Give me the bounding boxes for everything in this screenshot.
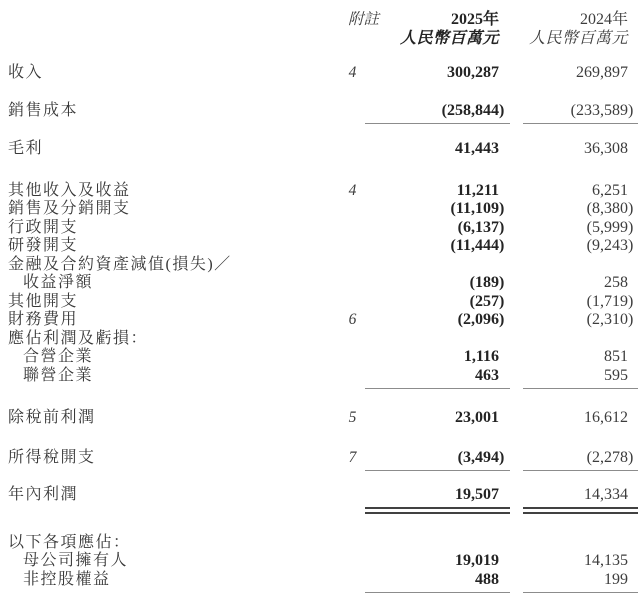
value-2025: (3,494) bbox=[365, 449, 510, 472]
value-2025: (11,109) bbox=[450, 200, 505, 217]
row-label: 其他開支 bbox=[8, 292, 79, 310]
value-2024: 36,308 bbox=[584, 140, 628, 157]
value-2024: 14,135 bbox=[584, 552, 628, 569]
row-note: 4 bbox=[348, 64, 357, 81]
value-2024: (9,243) bbox=[586, 237, 634, 254]
value-2024: (8,380) bbox=[586, 200, 634, 217]
table-row-non-controlling-interests bbox=[8, 571, 638, 594]
value-2025: (11,444) bbox=[450, 237, 505, 254]
table-row-selling-expenses bbox=[8, 200, 638, 219]
header-2024-unit: 人民幣百萬元 bbox=[528, 30, 628, 47]
value-2025: (2,096) bbox=[457, 311, 505, 328]
value-2024: (2,310) bbox=[586, 311, 634, 328]
table-header bbox=[8, 10, 638, 48]
row-label: 除稅前利潤 bbox=[8, 409, 96, 426]
header-2025 bbox=[365, 10, 510, 48]
value-2025: 488 bbox=[365, 571, 510, 594]
row-label: 聯營企業 bbox=[23, 366, 94, 384]
row-label: 應佔利潤及虧損： bbox=[8, 329, 149, 347]
row-label: 毛利 bbox=[8, 140, 44, 157]
row-label: 年內利潤 bbox=[8, 486, 79, 503]
table-row-impairment-net bbox=[8, 274, 638, 293]
value-2025: 41,443 bbox=[455, 140, 499, 157]
value-2024: 14,334 bbox=[523, 486, 638, 514]
value-2025: (6,137) bbox=[457, 218, 505, 236]
value-2024: 199 bbox=[523, 571, 638, 594]
table-row-associates bbox=[8, 367, 638, 390]
row-label: 銷售及分銷開支 bbox=[8, 200, 131, 217]
row-label: 其他收入及收益 bbox=[8, 181, 131, 199]
table-row-revenue bbox=[8, 64, 638, 83]
value-2025: (258,844) bbox=[365, 102, 510, 125]
row-label: 母公司擁有人 bbox=[23, 552, 129, 569]
value-2025: 300,287 bbox=[447, 64, 499, 81]
row-label: 所得稅開支 bbox=[8, 448, 96, 466]
table-row-profit-for-year bbox=[8, 486, 638, 514]
value-2025: (257) bbox=[469, 292, 505, 310]
row-note: 6 bbox=[348, 311, 357, 328]
row-note: 4 bbox=[348, 181, 357, 199]
value-2024: 6,251 bbox=[592, 181, 628, 199]
value-2025: 19,507 bbox=[365, 486, 510, 514]
value-2025: 463 bbox=[365, 367, 510, 390]
value-2024: 16,612 bbox=[584, 409, 628, 426]
value-2024: 258 bbox=[604, 274, 628, 291]
table-row-parent-owners bbox=[8, 552, 638, 571]
row-label: 銷售成本 bbox=[8, 101, 79, 119]
value-2024: (233,589) bbox=[523, 102, 638, 125]
table-row-attributable-caption bbox=[8, 534, 638, 553]
value-2025: (189) bbox=[469, 274, 505, 291]
value-2024: 851 bbox=[604, 348, 628, 365]
table-row-income-tax bbox=[8, 449, 638, 472]
table-row-joint-ventures bbox=[8, 348, 638, 367]
row-label: 非控股權益 bbox=[23, 570, 111, 588]
value-2024: (1,719) bbox=[586, 292, 634, 310]
header-note: 附註 bbox=[348, 11, 380, 28]
table-row-impairment-caption bbox=[8, 256, 638, 275]
value-2025: 23,001 bbox=[455, 409, 499, 426]
row-label: 行政開支 bbox=[8, 218, 79, 236]
value-2024: (2,278) bbox=[523, 449, 638, 472]
table-row-finance-costs bbox=[8, 311, 638, 330]
row-note: 5 bbox=[348, 409, 357, 426]
value-2024: 595 bbox=[523, 367, 638, 390]
table-row-admin-expenses bbox=[8, 219, 638, 238]
table-row-rd-expenses bbox=[8, 237, 638, 256]
value-2025: 11,211 bbox=[456, 181, 499, 199]
value-2025: 1,116 bbox=[463, 348, 499, 365]
table-row-share-of-profit-caption bbox=[8, 330, 638, 349]
row-label: 金融及合約資產減值(損失)／ bbox=[8, 255, 232, 273]
header-2024-year: 2024年 bbox=[579, 11, 628, 28]
table-row-profit-before-tax bbox=[8, 409, 638, 428]
value-2024: 269,897 bbox=[576, 64, 628, 81]
header-2025-year: 2025年 bbox=[450, 11, 499, 28]
table-row-cost-of-sales bbox=[8, 102, 638, 125]
row-label: 財務費用 bbox=[8, 311, 79, 328]
row-label: 研發開支 bbox=[8, 237, 79, 254]
row-label: 以下各項應佔： bbox=[8, 533, 131, 551]
header-2025-unit: 人民幣百萬元 bbox=[399, 30, 499, 47]
row-label: 收益淨額 bbox=[23, 274, 94, 291]
table-row-other-expenses bbox=[8, 293, 638, 312]
value-2025: 19,019 bbox=[455, 552, 499, 569]
value-2024: (5,999) bbox=[586, 218, 634, 236]
table-row-gross-profit bbox=[8, 140, 638, 159]
table-row-other-income bbox=[8, 182, 638, 201]
row-note: 7 bbox=[348, 448, 357, 466]
header-2024 bbox=[523, 10, 638, 48]
row-label: 收入 bbox=[8, 64, 44, 81]
row-label: 合營企業 bbox=[23, 348, 94, 365]
